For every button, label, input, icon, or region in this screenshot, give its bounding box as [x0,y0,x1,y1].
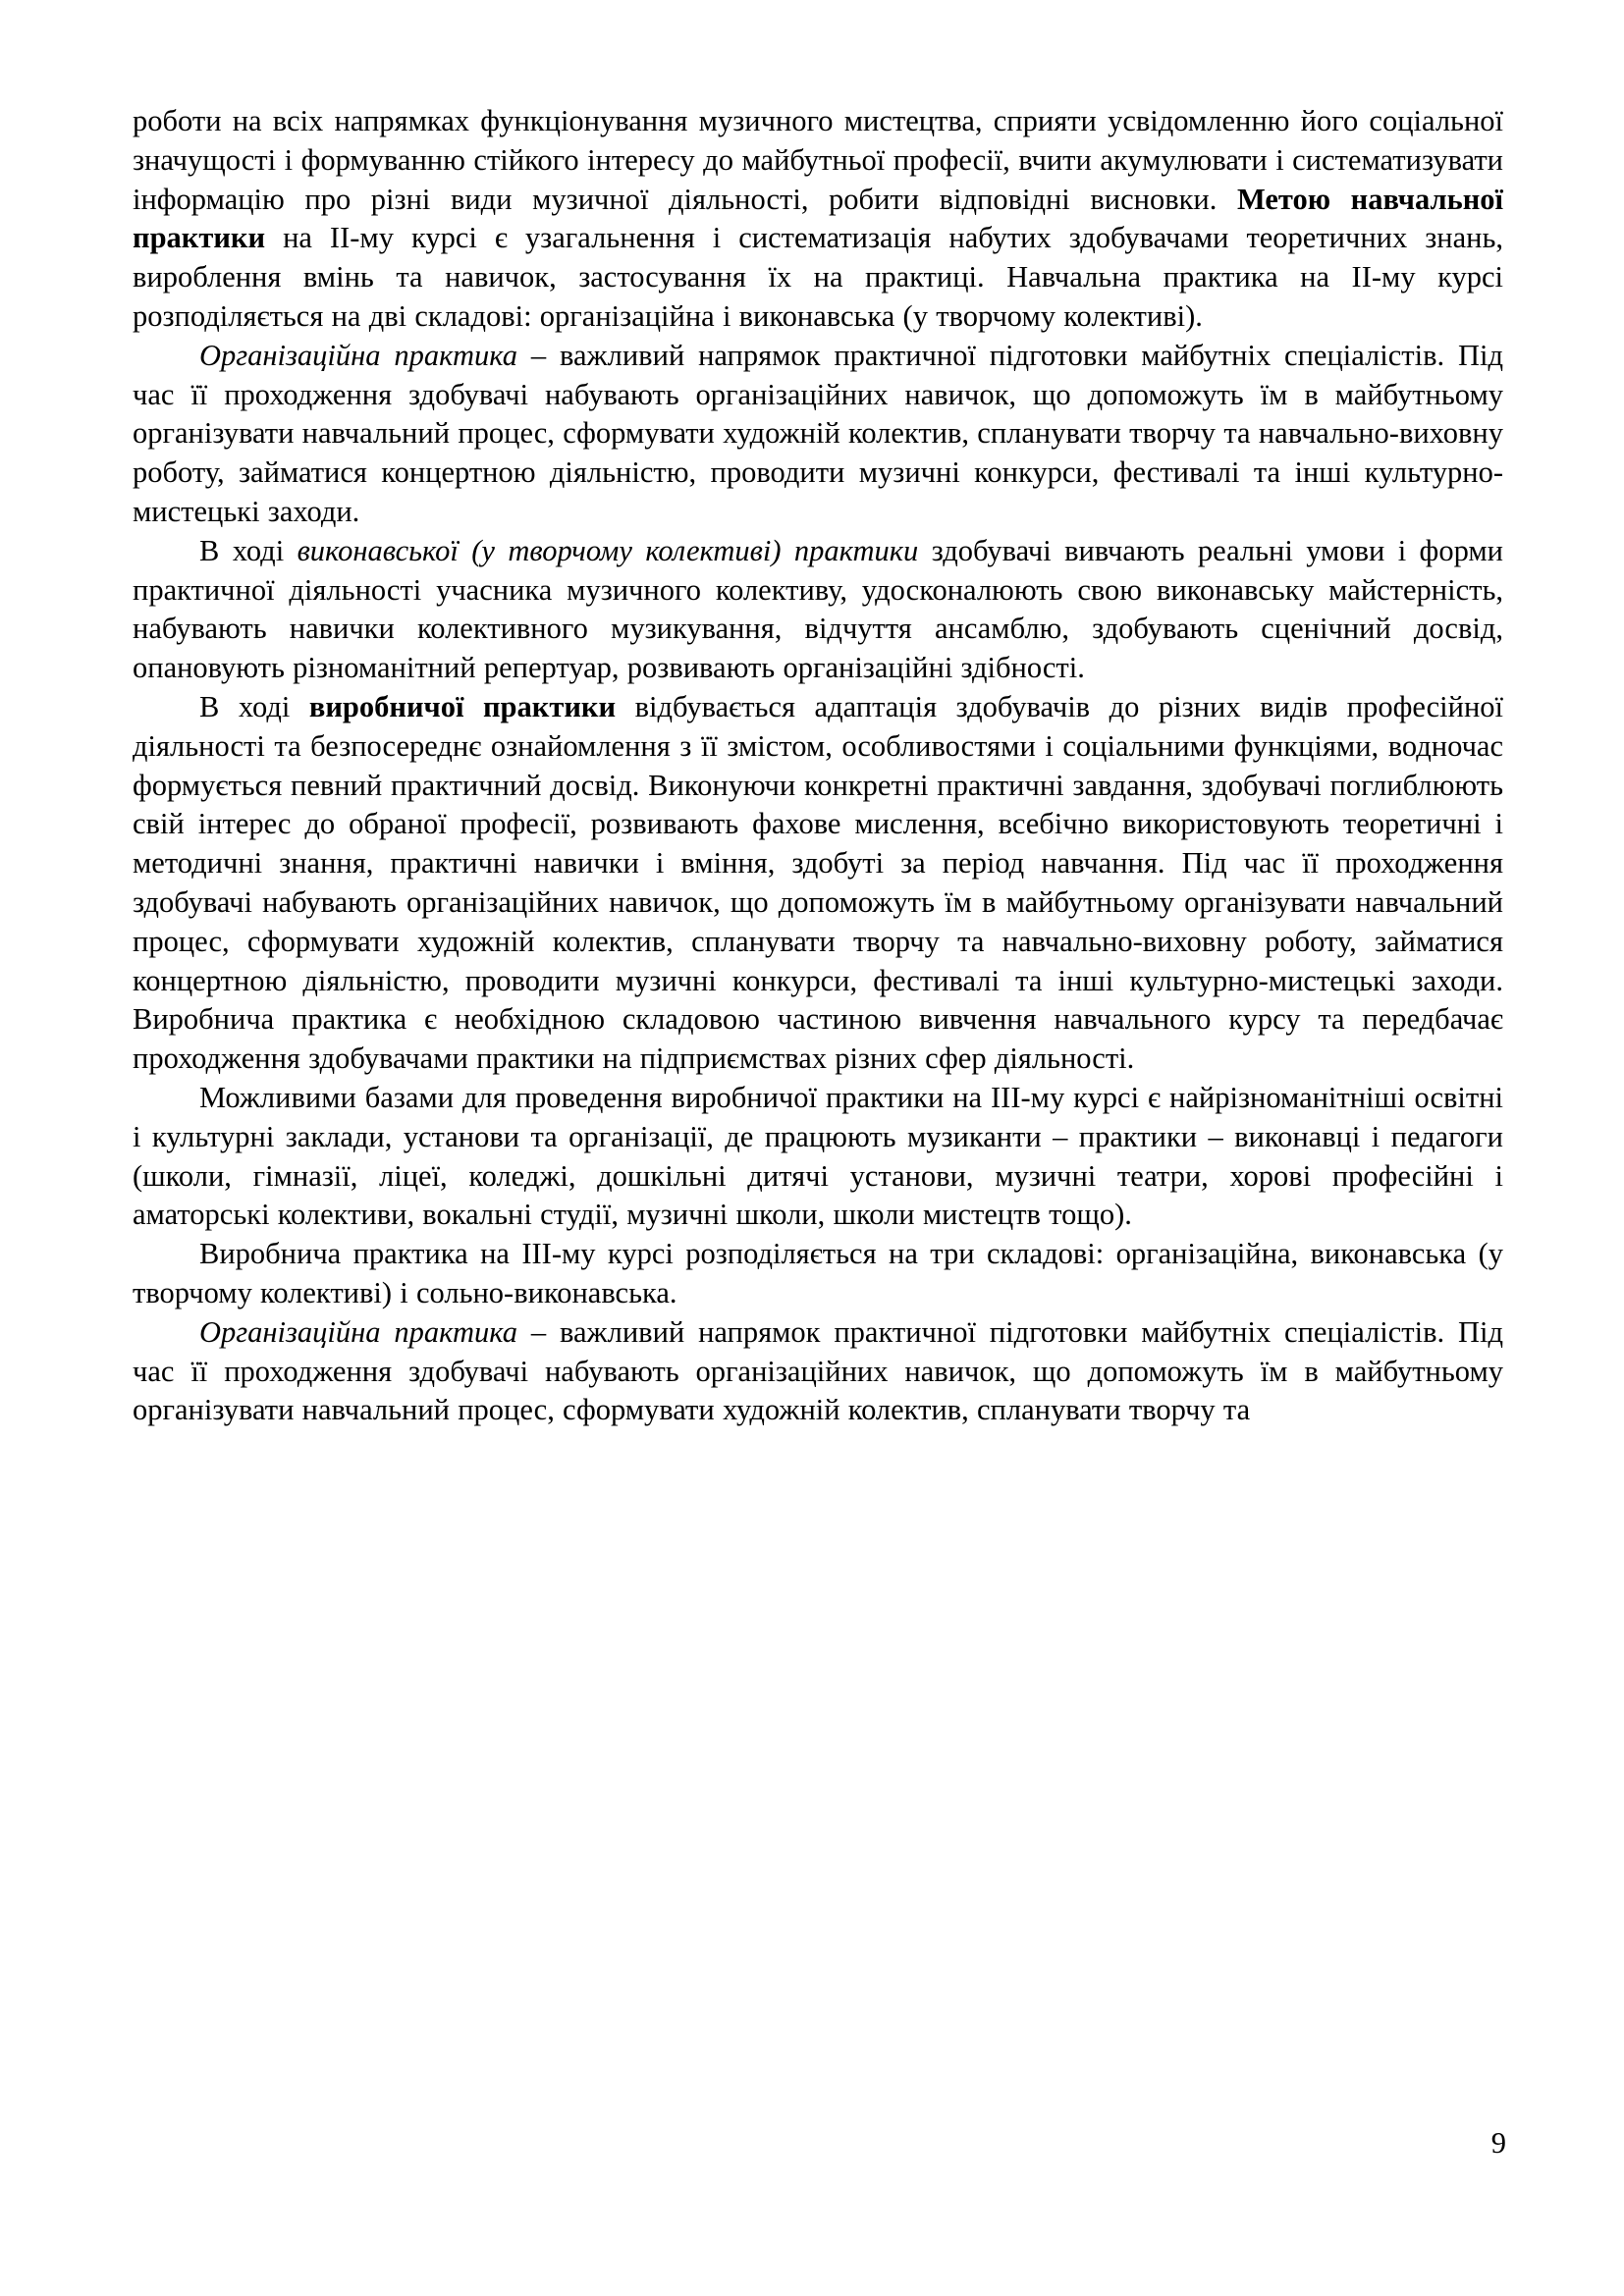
text-run-normal: Можливими базами для проведення виробничої практики на ІІІ-му курсі є найрізноманітніші освітні і культурні заклади, установи та організації, де працюють музиканти – практики – виконавці і педагоги (школи, гімназії, ліцеї, коледжі, дошкільні дитячі установи, музичні театри, хорові професійні і аматорські колективи, вокальні студії, музичні школи, школи мистецтв тощо). [133,1080,1503,1232]
paragraph [133,1079,1503,1235]
paragraph [133,102,1503,337]
text-run-italic: виконавської (у творчому колективі) практики [297,533,919,567]
paragraph [133,532,1503,688]
text-run-italic: Організаційна практика [199,338,518,372]
text-run-normal: роботи на всіх напрямках функціонування музичного мистецтва, сприяти усвідомленню його соціальної значущості і формуванню стійкого інтересу до майбутньої професії, вчити акумулювати і систематизувати інформацію про різні види музичної діяльності, робити відповідні висновки. [133,104,1503,216]
text-run-normal: здобувачі вивчають реальні умови і форми практичної діяльності учасника музичного колективу, удосконалюють свою виконавську майстерність, набувають навички колективного музикування, відчуття ансамблю, здобувають сценічний досвід, опановують різноманітний репертуар, розвивають організаційні здібності. [133,533,1503,685]
text-run-normal: В ході [199,533,298,567]
page-text-body [133,102,1503,1430]
paragraph [133,688,1503,1079]
text-run-italic: Організаційна практика [199,1314,518,1349]
text-run-normal: В ході [199,689,309,723]
paragraph [133,337,1503,532]
text-run-bold: виробничої практики [308,689,617,723]
text-run-normal: Виробнича практика на ІІІ-му курсі розподіляється на три складові: організаційна, виконавська (у творчому колективі) і сольно-виконавська. [133,1237,1503,1309]
text-run-normal: – важливий напрямок практичної підготовки майбутніх спеціалістів. Під час її проходження здобувачі набувають організаційних навичок, що допоможуть їм в майбутньому організувати навчальний процес, сформувати художній колектив, спланувати творчу та [133,1314,1503,1427]
paragraph [133,1235,1503,1313]
text-run-bold: Метою навчальної практики [133,182,1504,255]
text-run-normal: – важливий напрямок практичної підготовки майбутніх спеціалістів. Під час її проходження здобувачі набувають організаційних навичок, що допоможуть їм в майбутньому організувати навчальний процес, сформувати художній колектив, спланувати творчу та навчально-виховну роботу, займатися концертною діяльністю, проводити музичні конкурси, фестивалі та інші культурно-мистецькі заходи. [133,338,1503,528]
text-run-normal: на ІІ-му курсі є узагальнення і систематизація набутих здобувачами теоретичних знань, вироблення вмінь та навичок, застосування їх на практиці. Навчальна практика на ІІ-му курсі розподіляється на дві складові: організаційна і виконавська (у творчому колективі). [133,221,1503,333]
text-run-normal: відбувається адаптація здобувачів до різних видів професійної діяльності та безпосереднє ознайомлення з її змістом, особливостями і соціальними функціями, водночас формується певний практичний досвід. Виконуючи конкретні практичні завдання, здобувачі поглиблюють свій інтерес до обраної професії, розвивають фахове мислення, всебічно використовують теоретичні і методичні знання, практичні навички і вміння, здобуті за період навчання. Під час її проходження здобувачі набувають організаційних навичок, що допоможуть їм в майбутньому організувати навчальний процес, сформувати художній колектив, спланувати творчу та навчально-виховну роботу, займатися концертною діяльністю, проводити музичні конкурси, фестивалі та інші культурно-мистецькі заходи. Виробнича практика є необхідною складовою частиною вивчення навчального курсу та передбачає проходження здобувачами практики на підприємствах різних сфер діяльності. [133,689,1504,1076]
paragraph [133,1313,1503,1430]
page-number: 9 [1490,2126,1506,2160]
